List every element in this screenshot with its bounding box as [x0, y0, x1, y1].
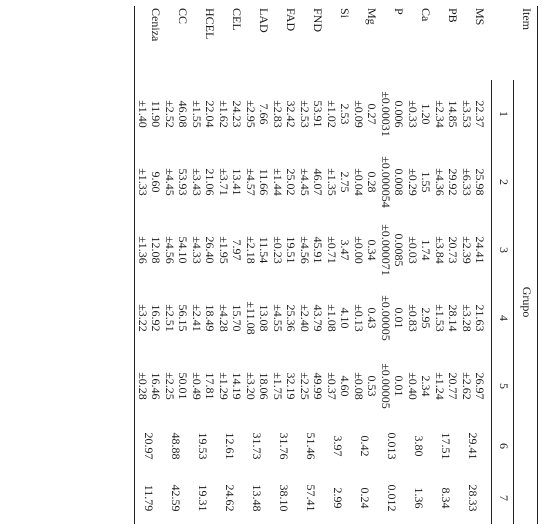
cell-std-dev: ±2.25	[163, 372, 177, 400]
table-cell	[432, 80, 459, 148]
table-cell	[162, 216, 189, 284]
cell-mean: 38.10	[277, 484, 291, 512]
cell-std-dev: ±4.45	[163, 168, 177, 196]
cell-mean: 29.41	[466, 432, 480, 460]
cell-std-dev: ±0.40	[406, 372, 420, 400]
table-cell	[135, 472, 163, 524]
cell-mean: 0.013	[385, 432, 399, 460]
cell-mean: 7.97	[230, 239, 244, 261]
cell-mean: 25.36	[284, 304, 298, 332]
cell-mean: 25.02	[284, 168, 298, 196]
table-cell	[243, 352, 270, 420]
table-row	[162, 6, 189, 524]
table-cell	[405, 80, 432, 148]
cell-std-dev: ±4.28	[217, 304, 231, 332]
cell-mean: 2.99	[331, 487, 345, 509]
cell-mean: 18.06	[257, 372, 271, 400]
table-cell	[351, 472, 378, 524]
table-cell	[324, 148, 351, 216]
row-label: Ceniza	[135, 6, 163, 80]
cell-mean: 14.19	[230, 372, 244, 400]
cell-mean: 20.73	[446, 236, 460, 264]
table-cell	[243, 216, 270, 284]
cell-std-dev: ±1.35	[325, 168, 339, 196]
cell-mean: 0.01	[392, 375, 406, 397]
table-cell	[351, 284, 378, 352]
table-cell	[270, 472, 297, 524]
table-cell	[216, 352, 243, 420]
item-column-header: Item	[492, 6, 538, 80]
cell-std-dev: ±1.36	[136, 236, 150, 264]
cell-mean: 0.53	[365, 375, 379, 397]
row-label: Mg	[365, 8, 379, 25]
table-cell	[405, 352, 432, 420]
cell-mean: 3.97	[331, 435, 345, 457]
cell-mean: 56.15	[176, 304, 190, 332]
table-cell	[459, 216, 486, 284]
cell-std-dev: ±0.71	[325, 236, 339, 264]
table-cell	[243, 80, 270, 148]
row-label: Si	[338, 8, 352, 19]
cell-std-dev: ±0.000054	[379, 156, 393, 208]
cell-std-dev: ±2.25	[298, 372, 312, 400]
table-cell	[189, 284, 216, 352]
cell-mean: 32.19	[284, 372, 298, 400]
cell-mean: 43.79	[311, 304, 325, 332]
cell-mean: 21.63	[473, 304, 487, 332]
table-cell	[405, 284, 432, 352]
cell-mean: 11.54	[257, 236, 271, 264]
cell-mean: 0.34	[365, 239, 379, 261]
cell-mean: 46.08	[176, 100, 190, 128]
cell-mean: 11.66	[257, 168, 271, 196]
cell-mean: 0.008	[392, 168, 406, 196]
row-label: MS	[473, 8, 487, 26]
cell-mean: 19.31	[196, 484, 210, 512]
table-cell	[378, 472, 405, 524]
table-cell	[216, 148, 243, 216]
cell-mean: 11.90	[149, 100, 163, 128]
cell-mean: 31.73	[250, 432, 264, 460]
table-cell	[405, 472, 432, 524]
cell-mean: 0.28	[365, 171, 379, 193]
cell-mean: 13.08	[257, 304, 271, 332]
table-cell	[243, 284, 270, 352]
table-cell	[189, 148, 216, 216]
nutrient-composition-table	[134, 6, 538, 524]
cell-mean: 14.85	[446, 100, 460, 128]
cell-mean: 24.41	[473, 236, 487, 264]
cell-mean: 1.55	[419, 171, 433, 193]
cell-std-dev: ±0.000071	[379, 224, 393, 276]
cell-mean: 2.53	[338, 103, 352, 125]
cell-std-dev: ±1.62	[217, 100, 231, 128]
cell-std-dev: ±2.95	[244, 100, 258, 128]
table-cell	[216, 80, 243, 148]
table-row	[189, 6, 216, 524]
cell-std-dev: ±0.37	[325, 372, 339, 400]
cell-std-dev: ±0.49	[190, 372, 204, 400]
cell-mean: 0.24	[358, 487, 372, 509]
cell-std-dev: ±0.00005	[379, 295, 393, 341]
table-cell	[297, 284, 324, 352]
cell-mean: 57.41	[304, 484, 318, 512]
table-cell	[162, 472, 189, 524]
cell-mean: 12.08	[149, 236, 163, 264]
group-column-header: 3	[492, 216, 514, 284]
cell-std-dev: ±2.52	[163, 100, 177, 128]
group-column-header: 6	[492, 420, 514, 472]
cell-std-dev: ±1.33	[136, 168, 150, 196]
table-cell	[216, 472, 243, 524]
table-row	[324, 6, 351, 524]
cell-mean: 0.012	[385, 484, 399, 512]
cell-mean: 54.10	[176, 236, 190, 264]
table-cell	[297, 472, 324, 524]
cell-std-dev: ±2.40	[298, 304, 312, 332]
table-cell	[351, 420, 378, 472]
cell-mean: 16.92	[149, 304, 163, 332]
cell-mean: 7.66	[257, 103, 271, 125]
cell-mean: 29.92	[446, 168, 460, 196]
cell-mean: 4.60	[338, 375, 352, 397]
cell-mean: 26.40	[203, 236, 217, 264]
table-row	[243, 6, 270, 524]
cell-mean: 0.27	[365, 103, 379, 125]
table-cell	[297, 148, 324, 216]
table-cell	[270, 148, 297, 216]
table-cell	[162, 420, 189, 472]
table-cell	[459, 352, 486, 420]
table-cell	[243, 472, 270, 524]
cell-std-dev: ±0.09	[352, 100, 366, 128]
cell-mean: 42.59	[169, 484, 183, 512]
cell-mean: 0.43	[365, 307, 379, 329]
cell-std-dev: ±2.39	[460, 236, 474, 264]
cell-mean: 17.51	[439, 432, 453, 460]
cell-std-dev: ±2.51	[163, 304, 177, 332]
table-cell	[297, 420, 324, 472]
cell-mean: 20.77	[446, 372, 460, 400]
cell-std-dev: ±3.53	[460, 100, 474, 128]
table-cell	[405, 148, 432, 216]
cell-mean: 1.74	[419, 239, 433, 261]
cell-mean: 31.76	[277, 432, 291, 460]
cell-std-dev: ±0.28	[136, 372, 150, 400]
cell-std-dev: ±1.95	[217, 236, 231, 264]
cell-std-dev: ±3.43	[190, 168, 204, 196]
table-cell	[351, 80, 378, 148]
table-cell	[270, 420, 297, 472]
cell-std-dev: ±1.24	[433, 372, 447, 400]
row-label: PB	[446, 8, 460, 23]
cell-std-dev: ±4.33	[190, 236, 204, 264]
table-cell	[432, 472, 459, 524]
cell-std-dev: ±3.28	[460, 304, 474, 332]
cell-std-dev: ±1.08	[325, 304, 339, 332]
cell-std-dev: ±0.13	[352, 304, 366, 332]
cell-mean: 50.01	[176, 372, 190, 400]
table-cell	[270, 80, 297, 148]
cell-std-dev: ±6.33	[460, 168, 474, 196]
table-cell	[378, 284, 405, 352]
cell-std-dev: ±1.02	[325, 100, 339, 128]
cell-std-dev: ±0.03	[406, 236, 420, 264]
cell-std-dev: ±3.84	[433, 236, 447, 264]
cell-mean: 24.23	[230, 100, 244, 128]
table-cell	[189, 80, 216, 148]
table-body	[135, 6, 492, 524]
cell-std-dev: ±4.55	[271, 304, 285, 332]
cell-std-dev: ±4.56	[298, 236, 312, 264]
table-cell	[378, 420, 405, 472]
table-cell	[162, 80, 189, 148]
table-cell	[270, 352, 297, 420]
cell-mean: 28.14	[446, 304, 460, 332]
cell-mean: 2.34	[419, 375, 433, 397]
row-label: FND	[311, 8, 325, 33]
table-cell	[135, 80, 163, 148]
cell-std-dev: ±1.55	[190, 100, 204, 128]
cell-mean: 46.07	[311, 168, 325, 196]
table-cell	[243, 148, 270, 216]
cell-std-dev: ±2.62	[460, 372, 474, 400]
cell-mean: 49.99	[311, 372, 325, 400]
table-cell	[135, 352, 163, 420]
table-cell	[297, 352, 324, 420]
cell-mean: 51.46	[304, 432, 318, 460]
table-cell	[135, 216, 163, 284]
table-cell	[378, 80, 405, 148]
cell-std-dev: ±2.18	[244, 236, 258, 264]
table-cell	[162, 352, 189, 420]
group-header: Grupo	[514, 80, 538, 524]
table-cell	[432, 284, 459, 352]
group-column-header: 5	[492, 352, 514, 420]
table-row	[405, 6, 432, 524]
table-cell	[243, 420, 270, 472]
row-label: HCEL	[203, 8, 217, 40]
table-cell	[324, 420, 351, 472]
group-column-header: 7	[492, 472, 514, 524]
table-cell	[432, 216, 459, 284]
cell-std-dev: ±4.45	[298, 168, 312, 196]
cell-std-dev: ±0.04	[352, 168, 366, 196]
table-row	[270, 6, 297, 524]
cell-mean: 13.48	[250, 484, 264, 512]
row-label: LAD	[257, 8, 271, 33]
table-cell	[351, 352, 378, 420]
cell-mean: 18.49	[203, 304, 217, 332]
cell-std-dev: ±1.53	[433, 304, 447, 332]
cell-mean: 0.006	[392, 100, 406, 128]
cell-std-dev: ±2.83	[271, 100, 285, 128]
cell-mean: 24.62	[223, 484, 237, 512]
cell-mean: 0.0085	[392, 233, 406, 267]
cell-std-dev: ±1.75	[271, 372, 285, 400]
cell-std-dev: ±0.23	[271, 236, 285, 264]
cell-mean: 15.70	[230, 304, 244, 332]
cell-std-dev: ±0.00005	[379, 363, 393, 409]
cell-mean: 53.93	[176, 168, 190, 196]
table-cell	[162, 284, 189, 352]
table-cell	[189, 420, 216, 472]
cell-mean: 22.37	[473, 100, 487, 128]
cell-std-dev: ±1.29	[217, 372, 231, 400]
cell-std-dev: ±1.44	[271, 168, 285, 196]
cell-mean: 1.20	[419, 103, 433, 125]
cell-mean: 2.95	[419, 307, 433, 329]
cell-mean: 0.42	[358, 435, 372, 457]
cell-mean: 9.60	[149, 171, 163, 193]
cell-mean: 26.97	[473, 372, 487, 400]
cell-std-dev: ±1.40	[136, 100, 150, 128]
cell-std-dev: ±0.83	[406, 304, 420, 332]
cell-mean: 20.97	[142, 432, 156, 460]
table-cell	[189, 216, 216, 284]
table-cell	[324, 284, 351, 352]
group-column-header: 2	[492, 148, 514, 216]
table-cell	[324, 216, 351, 284]
cell-std-dev: ±4.57	[244, 168, 258, 196]
table-cell	[270, 216, 297, 284]
cell-std-dev: ±0.33	[406, 100, 420, 128]
table-cell	[432, 352, 459, 420]
cell-std-dev: ±2.34	[433, 100, 447, 128]
table-cell	[135, 284, 163, 352]
cell-mean: 22.04	[203, 100, 217, 128]
table-cell	[135, 420, 163, 472]
cell-mean: 45.91	[311, 236, 325, 264]
table-cell	[216, 420, 243, 472]
table-cell	[324, 80, 351, 148]
table-cell	[351, 148, 378, 216]
table-row	[459, 6, 486, 524]
group-column-header: 4	[492, 284, 514, 352]
table-row	[378, 6, 405, 524]
row-label: FAD	[284, 8, 298, 32]
cell-mean: 25.98	[473, 168, 487, 196]
table-cell	[459, 148, 486, 216]
cell-std-dev: ±0.00	[352, 236, 366, 264]
row-label: CEL	[230, 8, 244, 31]
table-cell	[135, 148, 163, 216]
table-cell	[324, 352, 351, 420]
table-cell	[324, 472, 351, 524]
table-row	[297, 6, 324, 524]
cell-mean: 32.42	[284, 100, 298, 128]
table-row	[135, 6, 163, 524]
cell-mean: 11.79	[142, 484, 156, 512]
row-label: Ca	[419, 8, 433, 22]
table-cell	[459, 420, 486, 472]
table-cell	[459, 80, 486, 148]
cell-std-dev: ±2.53	[298, 100, 312, 128]
cell-std-dev: ±0.08	[352, 372, 366, 400]
cell-mean: 48.88	[169, 432, 183, 460]
cell-mean: 12.61	[223, 432, 237, 460]
table-cell	[459, 472, 486, 524]
table-cell	[378, 352, 405, 420]
table-cell	[189, 472, 216, 524]
cell-std-dev: ±0.29	[406, 168, 420, 196]
table-cell	[216, 216, 243, 284]
cell-mean: 28.33	[466, 484, 480, 512]
table-cell	[216, 284, 243, 352]
cell-std-dev: ±11.08	[244, 301, 258, 335]
row-label: P	[392, 8, 406, 15]
cell-std-dev: ±2.41	[190, 304, 204, 332]
cell-mean: 13.41	[230, 168, 244, 196]
cell-std-dev: ±3.71	[217, 168, 231, 196]
table-cell	[432, 148, 459, 216]
cell-std-dev: ±3.22	[136, 304, 150, 332]
cell-std-dev: ±3.20	[244, 372, 258, 400]
cell-std-dev: ±0.00031	[379, 91, 393, 137]
table-cell	[297, 80, 324, 148]
table-cell	[405, 216, 432, 284]
cell-mean: 53.91	[311, 100, 325, 128]
cell-mean: 19.53	[196, 432, 210, 460]
cell-mean: 17.81	[203, 372, 217, 400]
table-cell	[378, 148, 405, 216]
cell-mean: 2.75	[338, 171, 352, 193]
cell-mean: 1.36	[412, 487, 426, 509]
table-cell	[189, 352, 216, 420]
cell-mean: 21.06	[203, 168, 217, 196]
table-cell	[297, 216, 324, 284]
cell-mean: 3.80	[412, 435, 426, 457]
table-cell	[432, 420, 459, 472]
row-label: CC	[176, 8, 190, 25]
table-cell	[351, 216, 378, 284]
cell-mean: 19.51	[284, 236, 298, 264]
cell-mean: 4.10	[338, 307, 352, 329]
table-row	[351, 6, 378, 524]
table-row	[432, 6, 459, 524]
table-cell	[162, 148, 189, 216]
cell-mean: 8.34	[439, 487, 453, 509]
table-cell	[405, 420, 432, 472]
table-cell	[459, 284, 486, 352]
table-cell	[378, 216, 405, 284]
group-column-header: 1	[492, 80, 514, 148]
cell-mean: 16.46	[149, 372, 163, 400]
cell-std-dev: ±4.56	[163, 236, 177, 264]
cell-std-dev: ±4.36	[433, 168, 447, 196]
cell-mean: 0.01	[392, 307, 406, 329]
cell-mean: 3.47	[338, 239, 352, 261]
table-cell	[270, 284, 297, 352]
table-row	[216, 6, 243, 524]
